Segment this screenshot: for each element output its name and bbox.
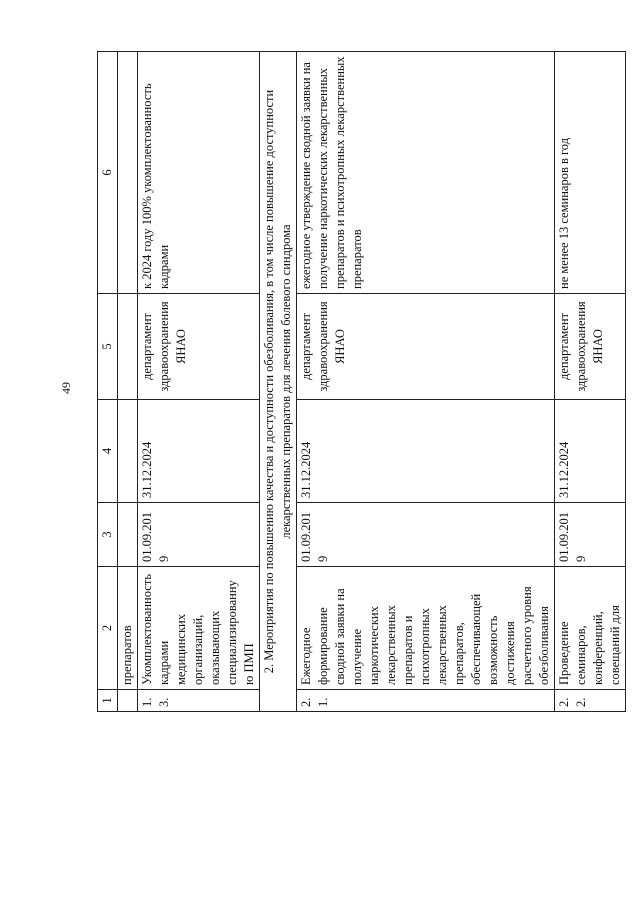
section-title: 2. Мероприятия по повышению качества и доступности обезболивания, в том числе повышение доступности лекарственных препаратов для лечения болевого синдрома [260,52,297,712]
cell-num: 2.1. [297,690,555,712]
section-row [260,52,297,712]
cell-end [118,400,138,503]
cell-action: Укомплектованность кадрами медицинских организаций, оказывающих специализированную ПМП [138,567,260,690]
cell-action: Проведение семинаров, конференций, совещаний для [555,567,626,690]
table-row [555,52,626,712]
cell-num: 2.2. [555,690,626,712]
table-row [297,52,555,712]
header-row [98,52,118,712]
cell-executor [118,294,138,400]
header-cell: 1 [98,690,118,712]
cell-end: 31.12.2024 [555,400,626,503]
table-row [138,52,260,712]
cell-result [118,52,138,294]
header-cell: 6 [98,52,118,294]
cell-executor: департамент здравоохранения ЯНАО [297,294,555,400]
rotated-table-wrapper [97,52,622,712]
page-number: 49 [59,382,73,394]
header-cell: 4 [98,400,118,503]
rotated-table-area [97,52,622,712]
cell-result: к 2024 году 100% укомплектованность кадрами [138,52,260,294]
cell-start: 01.09.2019 [297,503,555,567]
cell-num: 1.3. [138,690,260,712]
cell-end: 31.12.2024 [297,400,555,503]
cell-start: 01.09.2019 [138,503,260,567]
cell-start: 01.09.2019 [555,503,626,567]
header-cell: 3 [98,503,118,567]
measures-table [97,51,626,712]
cell-result: не менее 13 семинаров в год [555,52,626,294]
table-row [118,52,138,712]
cell-executor: департамент здравоохранения ЯНАО [138,294,260,400]
cell-end: 31.12.2024 [138,400,260,503]
cell-action: Ежегодное формирование сводной заявки на получение наркотических лекарственных препаратов и психотропных лекарственных препаратов, обеспечивающей возможность достижения расчетного уровня обезболивания [297,567,555,690]
cell-result: ежегодное утверждение сводной заявки на получение наркотических лекарственных препаратов и психотропных лекарственных препаратов [297,52,555,294]
header-cell: 5 [98,294,118,400]
header-cell: 2 [98,567,118,690]
cell-executor: департамент здравоохранения ЯНАО [555,294,626,400]
cell-start [118,503,138,567]
cell-num [118,690,138,712]
cell-action: препаратов [118,567,138,690]
